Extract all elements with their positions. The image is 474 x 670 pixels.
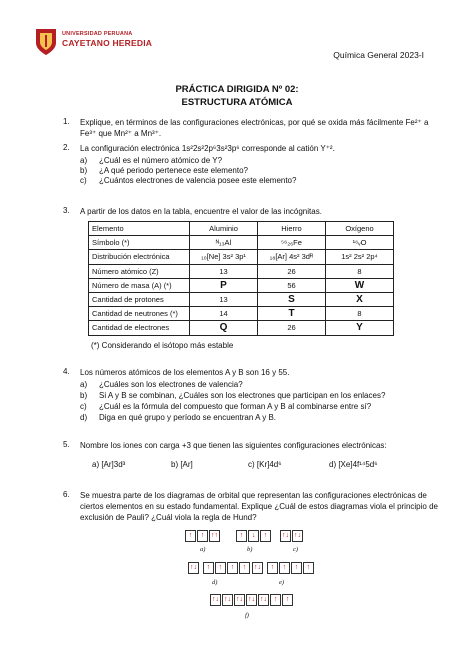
table-cell: 1s² 2s² 2p⁴ <box>326 250 394 264</box>
table-cell: 8 <box>326 264 394 278</box>
table-cell: ᴺ₁₃Al <box>190 236 258 250</box>
logo-line2: CAYETANO HEREDIA <box>62 38 153 48</box>
orbital-label-b: b) <box>247 546 253 553</box>
course-label: Química General 2023-I <box>333 50 424 60</box>
table-header-cell: Aluminio <box>190 222 258 236</box>
orbital-box: ↑↑ <box>209 530 220 542</box>
q6-line3: exclusión de Pauli? ¿Cuál viola la regla de Hund? <box>80 513 257 522</box>
table-cell: Cantidad de protones <box>89 292 190 306</box>
q4-sub-b-text: Si A y B se combinan, ¿Cuáles son los electrones que participan en los enlaces? <box>99 391 386 400</box>
table-cell: 8 <box>326 307 394 321</box>
q3-text: A partir de los datos en la tabla, encuentre el valor de las incógnitas. <box>80 207 322 216</box>
unknown-cell: Q <box>190 321 258 335</box>
table-cell: 13 <box>190 264 258 278</box>
page-subtitle: ESTRUCTURA ATÓMICA <box>181 97 293 108</box>
unknown-cell: T <box>258 307 326 321</box>
orbital-diagram-d <box>188 562 250 574</box>
orbital-diagram-c <box>280 530 303 542</box>
q6-number: 6. <box>63 490 70 499</box>
orbital-box: ↑↓ <box>210 594 221 606</box>
table-cell: Símbolo (*) <box>89 236 190 250</box>
ion-option-a: a) [Ar]3d³ <box>92 460 126 469</box>
table-cell: 14 <box>190 307 258 321</box>
q2-text: La configuración electrónica 1s²2s²2p⁶3s²3p⁶ corresponde al catión Y⁺². <box>80 144 335 153</box>
orbital-label-d: d) <box>212 579 218 586</box>
q4-sub-d-label: d) <box>80 413 88 422</box>
table-cell: ¹⁶ᵥO <box>326 236 394 250</box>
q4-number: 4. <box>63 367 70 376</box>
table-row <box>89 250 394 264</box>
q2-sub-b-label: b) <box>80 166 88 175</box>
table-row <box>89 278 394 292</box>
q1-number: 1. <box>63 117 70 126</box>
orbital-box: ↑ <box>267 562 278 574</box>
shield-logo-icon <box>34 27 58 57</box>
orbital-box: ↑ <box>260 530 271 542</box>
q1-line1: Explique, en términos de las configuraciones electrónicas, por qué se oxida más fácilmente Fe²⁺ a <box>80 118 429 127</box>
unknown-cell: P <box>190 278 258 292</box>
orbital-box: ↑↓ <box>252 562 263 574</box>
orbital-label-c: c) <box>293 546 299 553</box>
orbital-diagram-e <box>252 562 314 574</box>
orbital-box: ↑ <box>236 530 247 542</box>
orbital-box: ↓ <box>248 530 259 542</box>
table-cell: Distribución electrónica <box>89 250 190 264</box>
table-cell: ₁₈[Ar] 4s² 3dᴿ <box>258 250 326 264</box>
orbital-box: ↑ <box>227 562 238 574</box>
q2-sub-b-text: ¿A qué periodo pertenece este elemento? <box>99 166 248 175</box>
orbital-box: ↑↓ <box>188 562 199 574</box>
orbital-box: ↑↓ <box>280 530 291 542</box>
ion-option-c: c) [Kr]4d⁶ <box>248 460 282 469</box>
table-header-cell: Hierro <box>258 222 326 236</box>
q2-sub-a-text: ¿Cuál es el número atómico de Y? <box>99 156 223 165</box>
q4-sub-d-text: Diga en qué grupo y período se encuentran A y B. <box>99 413 277 422</box>
orbital-box: ↑ <box>279 562 290 574</box>
orbital-box: ↑↓ <box>292 530 303 542</box>
table-header-row <box>89 222 394 236</box>
table-header-cell: Oxígeno <box>326 222 394 236</box>
orbital-box: ↑ <box>282 594 293 606</box>
q4-text: Los números atómicos de los elementos A y B son 16 y 55. <box>80 368 290 377</box>
orbital-box: ↑ <box>291 562 302 574</box>
orbital-box: ↑ <box>303 562 314 574</box>
q1-line2: Fe³⁺ que Mn²⁺ a Mn³⁺. <box>80 129 162 138</box>
q5-text: Nombre los iones con carga +3 que tienen las siguientes configuraciones electrónicas: <box>80 441 387 450</box>
orbital-box: ↑ <box>215 562 226 574</box>
table-row <box>89 307 394 321</box>
q2-sub-a-label: a) <box>80 156 88 165</box>
q4-sub-b-label: b) <box>80 391 88 400</box>
q4-sub-c-text: ¿Cuál es la fórmula del compuesto que forman A y B al combinarse entre sí? <box>99 402 372 411</box>
orbital-box: ↑ <box>270 594 281 606</box>
q2-sub-c-text: ¿Cuántos electrones de valencia posee este elemento? <box>99 176 297 185</box>
unknown-cell: W <box>326 278 394 292</box>
table-row <box>89 292 394 306</box>
table-cell: Cantidad de neutrones (*) <box>89 307 190 321</box>
orbital-box: ↑↓ <box>246 594 257 606</box>
orbital-box: ↑ <box>197 530 208 542</box>
unknown-cell: Y <box>326 321 394 335</box>
q4-sub-a-label: a) <box>80 380 88 389</box>
table-cell: ⁵⁶₂₆Fe <box>258 236 326 250</box>
ion-option-d: d) [Xe]4f¹⁴5d⁶ <box>329 460 378 469</box>
unknown-cell: S <box>258 292 326 306</box>
q6-line1: Se muestra parte de los diagramas de orbital que representan las configuraciones electrónicas de <box>80 491 427 500</box>
table-cell: 26 <box>258 321 326 335</box>
table-cell: Número de masa (A) (*) <box>89 278 190 292</box>
q2-number: 2. <box>63 143 70 152</box>
orbital-box: ↑ <box>203 562 214 574</box>
table-cell: 26 <box>258 264 326 278</box>
orbital-label-a: a) <box>200 546 206 553</box>
orbital-diagram-f <box>210 594 293 606</box>
orbital-box: ↑ <box>239 562 250 574</box>
table-cell: Número atómico (Z) <box>89 264 190 278</box>
table-cell: 56 <box>258 278 326 292</box>
q5-number: 5. <box>63 440 70 449</box>
table-row <box>89 236 394 250</box>
university-logo <box>34 27 164 59</box>
orbital-diagram-b <box>236 530 271 542</box>
table-row <box>89 321 394 335</box>
q6-line2: ciertos elementos en su estado fundamental. Explique ¿Cuál de estos diagramas viola el principio de <box>80 502 438 511</box>
q4-sub-a-text: ¿Cuáles son los electrones de valencia? <box>99 380 243 389</box>
q4-sub-c-label: c) <box>80 402 87 411</box>
orbital-label-f: f) <box>245 612 249 619</box>
q3-number: 3. <box>63 206 70 215</box>
unknown-cell: X <box>326 292 394 306</box>
q2-sub-c-label: c) <box>80 176 87 185</box>
table-header-cell: Elemento <box>89 222 190 236</box>
table-cell: Cantidad de electrones <box>89 321 190 335</box>
table-cell: ₁₀[Ne] 3s² 3p¹ <box>190 250 258 264</box>
orbital-box: ↑↓ <box>222 594 233 606</box>
orbital-box: ↑↓ <box>258 594 269 606</box>
ion-option-b: b) [Ar] <box>171 460 193 469</box>
element-data-table <box>88 221 394 336</box>
table-note: (*) Considerando el isótopo más estable <box>91 341 234 350</box>
orbital-diagram-a <box>185 530 220 542</box>
orbital-box: ↑↓ <box>234 594 245 606</box>
page-title: PRÁCTICA DIRIGIDA Nº 02: <box>175 84 299 95</box>
logo-line1: UNIVERSIDAD PERUANA <box>62 31 133 37</box>
table-cell: 13 <box>190 292 258 306</box>
orbital-box: ↑ <box>185 530 196 542</box>
table-row <box>89 264 394 278</box>
orbital-label-e: e) <box>279 579 285 586</box>
